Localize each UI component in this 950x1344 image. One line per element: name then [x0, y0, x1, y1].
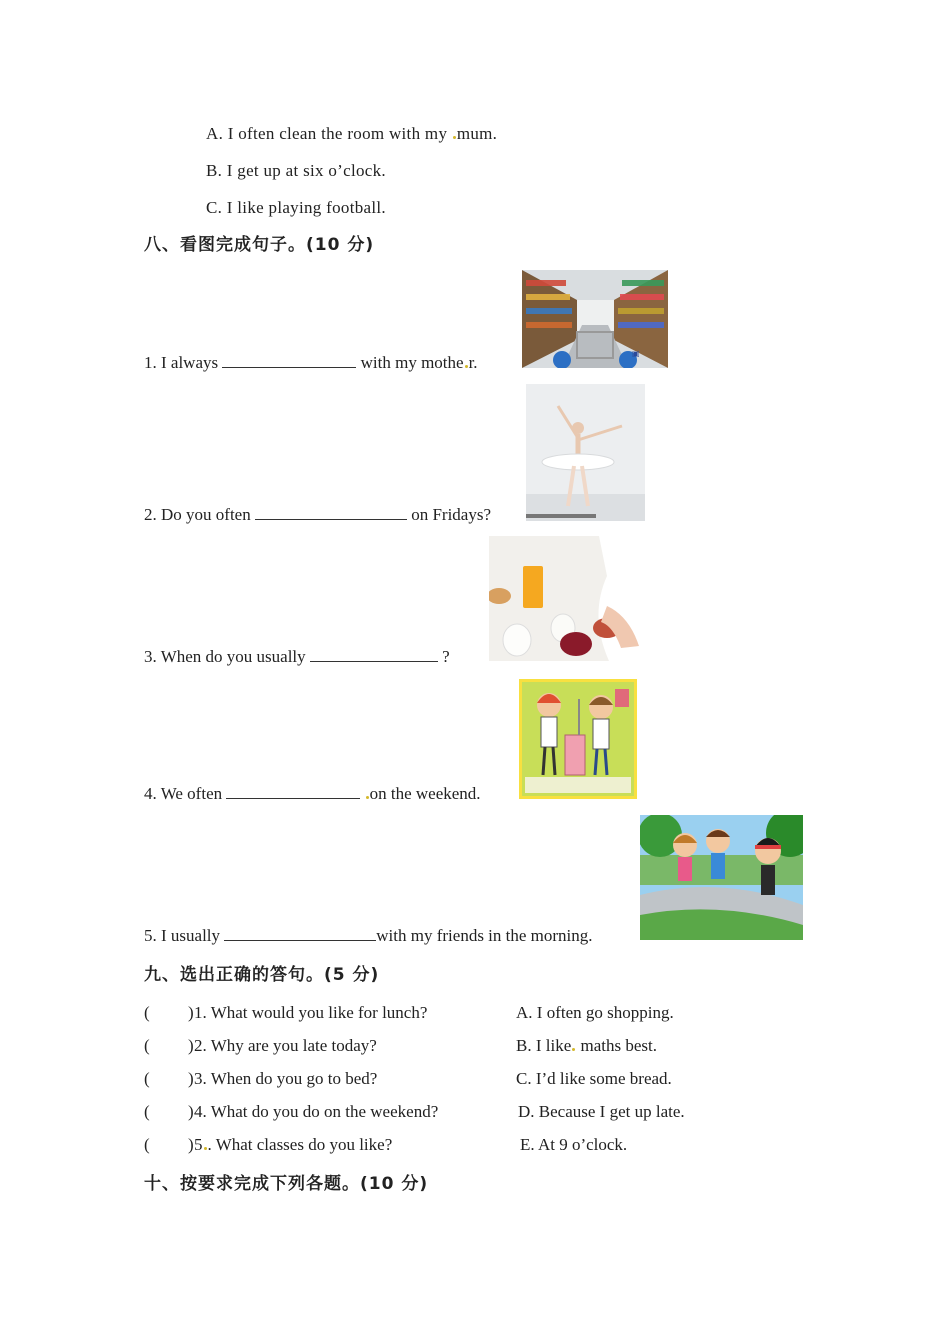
answer-paren-open[interactable]: ( — [144, 1036, 150, 1055]
answer-option: C. I’d like some bread. — [516, 1069, 672, 1088]
answer-blank-1[interactable] — [222, 353, 356, 368]
supermarket-image — [522, 270, 668, 368]
question-text: 1. What would you like for lunch? — [194, 1003, 428, 1022]
match-row-1 — [144, 1003, 844, 1025]
answer-paren-close: ) — [188, 1036, 194, 1055]
sentence-1: 1. I always with my mothe r. — [144, 353, 478, 372]
answer-blank-2[interactable] — [255, 505, 407, 520]
section-8-heading: 八、看图完成句子。(10 分) — [144, 235, 375, 255]
answer-option: A. I often go shopping. — [516, 1003, 674, 1022]
answer-paren-close: ) — [188, 1003, 194, 1022]
answer-blank-3[interactable] — [310, 647, 438, 662]
answer-blank-4[interactable] — [226, 784, 360, 799]
sentence-2: 2. Do you often on Fridays? — [144, 505, 492, 524]
running-image — [640, 815, 803, 940]
answer-option: D. Because I get up late. — [518, 1102, 685, 1121]
ballet-image — [526, 384, 645, 521]
question-text: 2. Why are you late today? — [194, 1036, 377, 1055]
answer-blank-5[interactable] — [224, 926, 376, 941]
question-text: 5 . What classes do you like? — [194, 1135, 393, 1154]
answer-paren-open[interactable]: ( — [144, 1003, 150, 1022]
match-row-3 — [144, 1069, 844, 1091]
match-row-4 — [144, 1102, 844, 1124]
match-row-2 — [144, 1036, 844, 1058]
option-b: B. I get up at six o’clock. — [206, 161, 386, 180]
section-9-heading: 九、选出正确的答句。(5 分) — [144, 965, 380, 985]
answer-option: E. At 9 o’clock. — [520, 1135, 628, 1154]
question-text: 4. What do you do on the weekend? — [194, 1102, 439, 1121]
option-a: A. I often clean the room with my mum. — [206, 124, 498, 143]
section-10-heading: 十、按要求完成下列各题。(10 分) — [144, 1174, 429, 1194]
answer-paren-open[interactable]: ( — [144, 1135, 150, 1154]
sentence-5: 5. I usually with my friends in the morning. — [144, 926, 593, 945]
question-text: 3. When do you go to bed? — [194, 1069, 378, 1088]
answer-paren-open[interactable]: ( — [144, 1069, 150, 1088]
answer-paren-close: ) — [188, 1069, 194, 1088]
sentence-3: 3. When do you usually ? — [144, 647, 450, 666]
answer-paren-close: ) — [188, 1102, 194, 1121]
option-c: C. I like playing football. — [206, 198, 386, 217]
answer-option: B. I like maths best. — [516, 1036, 657, 1055]
sentence-4: 4. We often on the weekend. — [144, 784, 481, 803]
cleaning-image — [519, 679, 637, 799]
svg-text:▣: ▣ — [632, 349, 640, 358]
match-row-5 — [144, 1135, 844, 1157]
answer-paren-open[interactable]: ( — [144, 1102, 150, 1121]
breakfast-image — [489, 536, 654, 661]
answer-paren-close: ) — [188, 1135, 194, 1154]
